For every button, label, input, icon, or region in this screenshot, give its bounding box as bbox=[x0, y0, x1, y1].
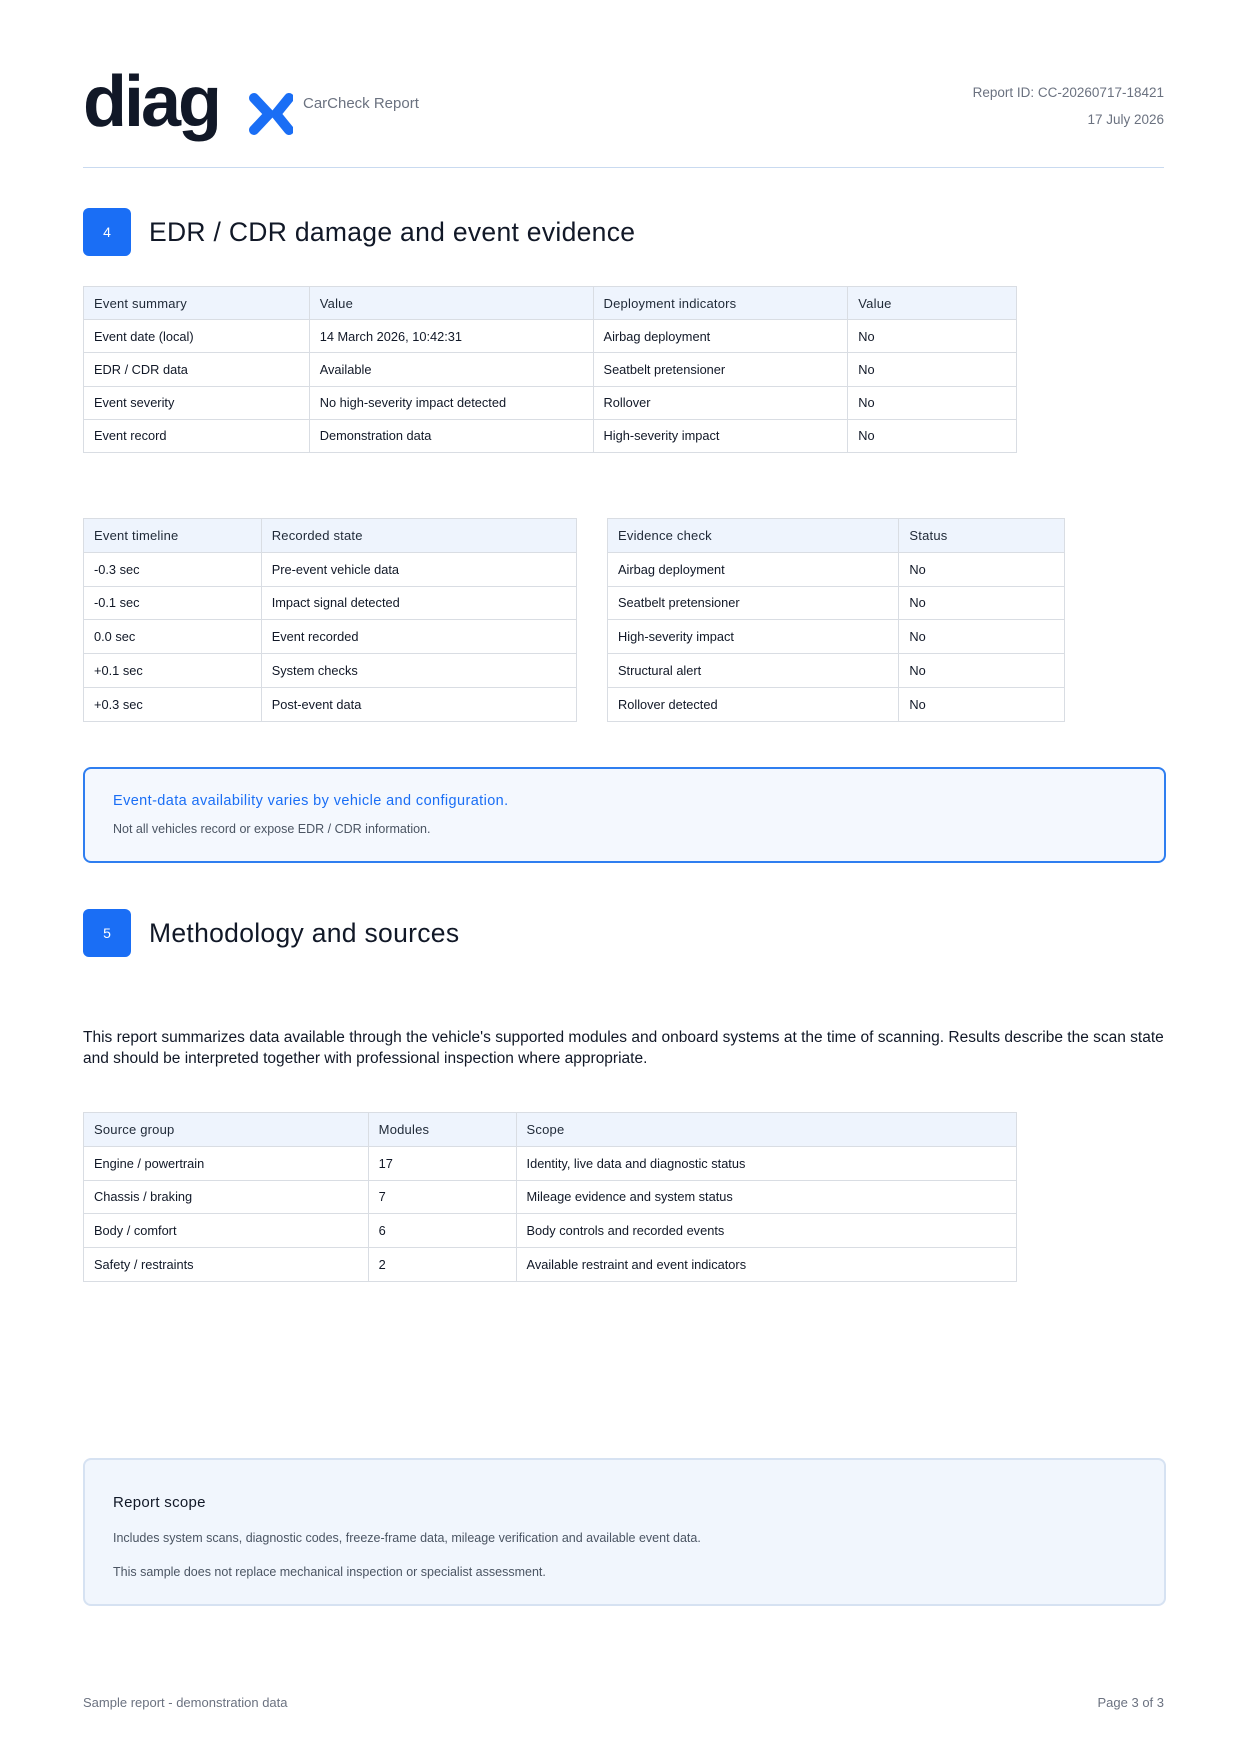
table-row bbox=[608, 552, 1065, 586]
table-cell: +0.1 sec bbox=[84, 654, 262, 688]
column-header: Evidence check bbox=[608, 519, 899, 553]
table-cell: Event record bbox=[84, 419, 310, 452]
section-4-heading bbox=[83, 208, 635, 256]
table-cell: Engine / powertrain bbox=[84, 1146, 369, 1180]
table-cell: No bbox=[848, 320, 1017, 353]
table-cell: EDR / CDR data bbox=[84, 353, 310, 386]
table-row bbox=[84, 552, 577, 586]
column-header: Status bbox=[899, 519, 1065, 553]
column-header: Scope bbox=[516, 1113, 1016, 1147]
table-cell: Pre-event vehicle data bbox=[261, 552, 576, 586]
table-header-row bbox=[84, 1113, 1017, 1147]
table-row bbox=[608, 620, 1065, 654]
event-summary-table bbox=[83, 286, 1017, 453]
table-row bbox=[84, 654, 577, 688]
table-cell: Event severity bbox=[84, 386, 310, 419]
table-row bbox=[608, 687, 1065, 721]
table-row bbox=[608, 586, 1065, 620]
table-cell: No bbox=[848, 419, 1017, 452]
table-cell: Demonstration data bbox=[309, 419, 593, 452]
table-cell: Identity, live data and diagnostic status bbox=[516, 1146, 1016, 1180]
table-row bbox=[84, 620, 577, 654]
section-title: EDR / CDR damage and event evidence bbox=[149, 216, 636, 247]
table-row bbox=[84, 1146, 1017, 1180]
table-cell: Structural alert bbox=[608, 654, 899, 688]
section-number-badge: 4 bbox=[83, 208, 131, 256]
report-id: Report ID: CC-20260717-18421 bbox=[972, 85, 1164, 100]
table-cell: 14 March 2026, 10:42:31 bbox=[309, 320, 593, 353]
methodology-intro: This report summarizes data available through the vehicle's supported modules and onboard systems at the time of scanning. Results describe the scan state and should be interpreted together with professional inspection where appropriate. bbox=[83, 1029, 1164, 1067]
section-5-heading bbox=[83, 909, 459, 957]
table-cell: No bbox=[899, 620, 1065, 654]
table-cell: No bbox=[899, 552, 1065, 586]
event-data-notice bbox=[83, 767, 1166, 863]
table-header-row bbox=[84, 519, 577, 553]
table-cell: 6 bbox=[368, 1214, 516, 1248]
table-row bbox=[84, 353, 1017, 386]
table-row bbox=[84, 687, 577, 721]
column-header: Event summary bbox=[84, 287, 310, 320]
table-row bbox=[84, 386, 1017, 419]
column-header: Value bbox=[309, 287, 593, 320]
table-cell: 0.0 sec bbox=[84, 620, 262, 654]
scope-line: Includes system scans, diagnostic codes, freeze-frame data, mileage verification and available event data. bbox=[113, 1531, 701, 1545]
section-title: Methodology and sources bbox=[149, 917, 460, 948]
table-row bbox=[84, 1214, 1017, 1248]
report-date: 17 July 2026 bbox=[1087, 112, 1164, 127]
table-row bbox=[84, 419, 1017, 452]
table-cell: No bbox=[848, 353, 1017, 386]
table-cell: Seatbelt pretensioner bbox=[593, 353, 848, 386]
table-cell: Post-event data bbox=[261, 687, 576, 721]
table-cell: 17 bbox=[368, 1146, 516, 1180]
table-cell: Seatbelt pretensioner bbox=[608, 586, 899, 620]
table-row bbox=[84, 1248, 1017, 1282]
logo-x-right-icon bbox=[276, 98, 289, 130]
table-header-row bbox=[608, 519, 1065, 553]
table-cell: Event recorded bbox=[261, 620, 576, 654]
table-cell: -0.3 sec bbox=[84, 552, 262, 586]
table-cell: +0.3 sec bbox=[84, 687, 262, 721]
table-row bbox=[608, 654, 1065, 688]
footer-note: Sample report - demonstration data bbox=[83, 1695, 288, 1710]
table-cell: Chassis / braking bbox=[84, 1180, 369, 1214]
table-cell: No high-severity impact detected bbox=[309, 386, 593, 419]
table-cell: Available restraint and event indicators bbox=[516, 1248, 1016, 1282]
table-cell: No bbox=[899, 586, 1065, 620]
evidence-check-table bbox=[607, 518, 1065, 722]
table-row bbox=[84, 586, 577, 620]
column-header: Source group bbox=[84, 1113, 369, 1147]
notice-title: Event-data availability varies by vehicle and configuration. bbox=[113, 793, 509, 809]
table-cell: -0.1 sec bbox=[84, 586, 262, 620]
page-number: Page 3 of 3 bbox=[1097, 1695, 1164, 1710]
column-header: Value bbox=[848, 287, 1017, 320]
notice-text: Not all vehicles record or expose EDR / CDR information. bbox=[113, 822, 431, 836]
table-cell: Airbag deployment bbox=[608, 552, 899, 586]
table-cell: Available bbox=[309, 353, 593, 386]
table-cell: Event date (local) bbox=[84, 320, 310, 353]
logo-wordmark: diag bbox=[83, 70, 220, 142]
table-cell: High-severity impact bbox=[608, 620, 899, 654]
table-cell: Body / comfort bbox=[84, 1214, 369, 1248]
report-meta bbox=[973, 79, 1164, 133]
scope-title: Report scope bbox=[113, 1494, 206, 1511]
column-header: Recorded state bbox=[261, 519, 576, 553]
table-row bbox=[84, 1180, 1017, 1214]
table-cell: No bbox=[899, 654, 1065, 688]
logo-x-left-icon bbox=[254, 98, 269, 130]
event-timeline-table bbox=[83, 518, 577, 722]
table-cell: System checks bbox=[261, 654, 576, 688]
scope-line: This sample does not replace mechanical inspection or specialist assessment. bbox=[113, 1565, 546, 1579]
column-header: Event timeline bbox=[84, 519, 262, 553]
table-header-row bbox=[84, 287, 1017, 320]
table-row bbox=[84, 320, 1017, 353]
table-cell: Body controls and recorded events bbox=[516, 1214, 1016, 1248]
report-header bbox=[83, 70, 1164, 168]
diagx-logo bbox=[83, 70, 293, 154]
table-cell: 2 bbox=[368, 1248, 516, 1282]
table-cell: No bbox=[899, 687, 1065, 721]
table-cell: Rollover bbox=[593, 386, 848, 419]
report-scope-box bbox=[83, 1458, 1166, 1606]
column-header: Modules bbox=[368, 1113, 516, 1147]
sources-table bbox=[83, 1112, 1017, 1282]
column-header: Deployment indicators bbox=[593, 287, 848, 320]
table-cell: Safety / restraints bbox=[84, 1248, 369, 1282]
table-cell: Airbag deployment bbox=[593, 320, 848, 353]
table-cell: No bbox=[848, 386, 1017, 419]
table-cell: High-severity impact bbox=[593, 419, 848, 452]
table-cell: Impact signal detected bbox=[261, 586, 576, 620]
table-cell: Rollover detected bbox=[608, 687, 899, 721]
table-cell: Mileage evidence and system status bbox=[516, 1180, 1016, 1214]
table-cell: 7 bbox=[368, 1180, 516, 1214]
section-number-badge: 5 bbox=[83, 909, 131, 957]
logo-subtitle: CarCheck Report bbox=[303, 95, 419, 112]
